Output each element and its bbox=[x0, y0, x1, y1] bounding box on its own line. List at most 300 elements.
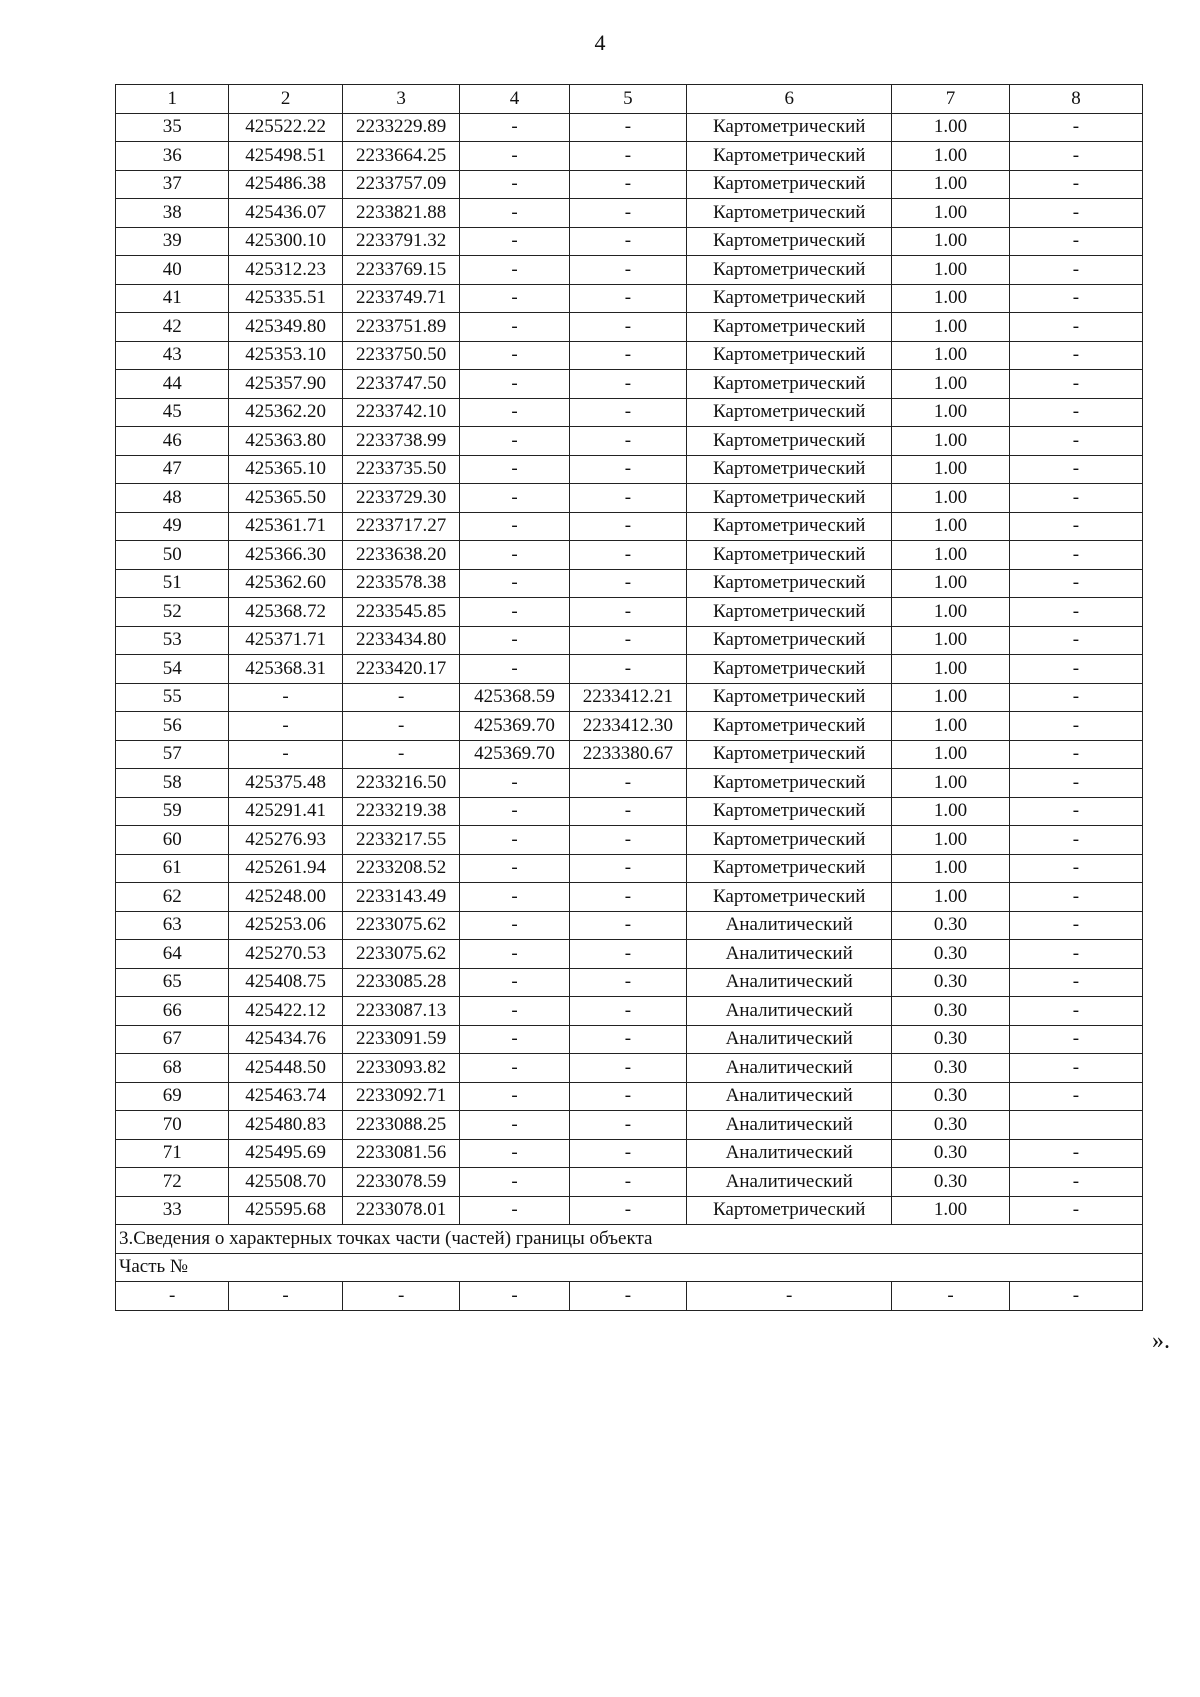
table-cell: - bbox=[460, 341, 569, 370]
table-cell: - bbox=[460, 655, 569, 684]
table-row bbox=[116, 911, 1143, 940]
table-cell: 2233078.59 bbox=[342, 1168, 460, 1197]
table-cell: 1 bbox=[116, 85, 229, 114]
table-row bbox=[116, 484, 1143, 513]
table-cell: 425365.10 bbox=[229, 455, 342, 484]
table-cell: 425357.90 bbox=[229, 370, 342, 399]
table-cell: Аналитический bbox=[687, 911, 892, 940]
table-cell: 59 bbox=[116, 797, 229, 826]
table-cell: 425253.06 bbox=[229, 911, 342, 940]
table-cell: 2233088.25 bbox=[342, 1111, 460, 1140]
table-cell: Картометрический bbox=[687, 370, 892, 399]
table-row bbox=[116, 1196, 1143, 1225]
table-cell: - bbox=[116, 1282, 229, 1311]
table-cell: 425300.10 bbox=[229, 227, 342, 256]
table-cell: 72 bbox=[116, 1168, 229, 1197]
table-cell: 2233091.59 bbox=[342, 1025, 460, 1054]
table-cell: 1.00 bbox=[892, 740, 1010, 769]
table-cell: 425368.31 bbox=[229, 655, 342, 684]
section-3-title-text: 3.Сведения о характерных точках части (частей) границы объекта bbox=[116, 1225, 1143, 1254]
table-cell: 1.00 bbox=[892, 455, 1010, 484]
table-cell: Аналитический bbox=[687, 997, 892, 1026]
table-row bbox=[116, 313, 1143, 342]
table-cell: - bbox=[342, 683, 460, 712]
table-cell: 0.30 bbox=[892, 1054, 1010, 1083]
table-row bbox=[116, 683, 1143, 712]
table-cell: Картометрический bbox=[687, 826, 892, 855]
table-cell: 425366.30 bbox=[229, 541, 342, 570]
table-cell: 1.00 bbox=[892, 313, 1010, 342]
table-cell: - bbox=[569, 541, 687, 570]
table-cell: - bbox=[569, 1168, 687, 1197]
table-cell: - bbox=[460, 256, 569, 285]
table-cell: - bbox=[569, 1282, 687, 1311]
table-cell: - bbox=[569, 598, 687, 627]
table-cell: 2 bbox=[229, 85, 342, 114]
table-cell: Картометрический bbox=[687, 484, 892, 513]
table-cell: 0.30 bbox=[892, 1139, 1010, 1168]
table-cell: 51 bbox=[116, 569, 229, 598]
table-cell: - bbox=[569, 512, 687, 541]
table-cell: 0.30 bbox=[892, 1168, 1010, 1197]
table-cell: 67 bbox=[116, 1025, 229, 1054]
table-cell: - bbox=[229, 740, 342, 769]
table-cell: 62 bbox=[116, 883, 229, 912]
table-cell: - bbox=[1009, 826, 1142, 855]
table-cell: 2233143.49 bbox=[342, 883, 460, 912]
table-cell: 425522.22 bbox=[229, 113, 342, 142]
table-cell: - bbox=[1009, 655, 1142, 684]
table-cell: Картометрический bbox=[687, 883, 892, 912]
table-cell: - bbox=[1009, 940, 1142, 969]
table-cell: - bbox=[460, 484, 569, 513]
table-cell: 71 bbox=[116, 1139, 229, 1168]
table-row bbox=[116, 712, 1143, 741]
table-cell: 1.00 bbox=[892, 655, 1010, 684]
table-cell: - bbox=[569, 1139, 687, 1168]
table-cell: 2233750.50 bbox=[342, 341, 460, 370]
table-cell: - bbox=[1009, 1139, 1142, 1168]
table-cell: 425436.07 bbox=[229, 199, 342, 228]
table-cell: 2233229.89 bbox=[342, 113, 460, 142]
table-row bbox=[116, 940, 1143, 969]
table-cell: 2233085.28 bbox=[342, 968, 460, 997]
table-cell: 4 bbox=[460, 85, 569, 114]
closing-quote: ». bbox=[1152, 1328, 1170, 1354]
table-cell: - bbox=[460, 940, 569, 969]
table-cell: Картометрический bbox=[687, 797, 892, 826]
table-cell: 44 bbox=[116, 370, 229, 399]
table-cell: 425335.51 bbox=[229, 284, 342, 313]
table-cell: 2233092.71 bbox=[342, 1082, 460, 1111]
table-cell: - bbox=[1009, 797, 1142, 826]
table-cell: 42 bbox=[116, 313, 229, 342]
table-cell: 3 bbox=[342, 85, 460, 114]
table-cell: 2233664.25 bbox=[342, 142, 460, 171]
table-cell: 5 bbox=[569, 85, 687, 114]
table-cell: - bbox=[1009, 997, 1142, 1026]
table-cell: - bbox=[569, 284, 687, 313]
table-cell: 2233217.55 bbox=[342, 826, 460, 855]
table-cell: 1.00 bbox=[892, 170, 1010, 199]
table-cell: - bbox=[569, 1025, 687, 1054]
table-cell: - bbox=[460, 1025, 569, 1054]
table-cell: 0.30 bbox=[892, 1111, 1010, 1140]
table-cell: 425312.23 bbox=[229, 256, 342, 285]
table-cell: 61 bbox=[116, 854, 229, 883]
table-cell: Картометрический bbox=[687, 170, 892, 199]
table-cell: Картометрический bbox=[687, 512, 892, 541]
table-cell: - bbox=[460, 569, 569, 598]
table-cell: - bbox=[1009, 1082, 1142, 1111]
table-cell: 2233717.27 bbox=[342, 512, 460, 541]
table-cell: 57 bbox=[116, 740, 229, 769]
table-cell: - bbox=[460, 427, 569, 456]
table-cell: 2233216.50 bbox=[342, 769, 460, 798]
part-number-label bbox=[116, 1253, 1143, 1282]
table-cell: - bbox=[460, 284, 569, 313]
table-cell: 43 bbox=[116, 341, 229, 370]
table-cell: 1.00 bbox=[892, 484, 1010, 513]
table-cell: 0.30 bbox=[892, 940, 1010, 969]
table-cell: - bbox=[1009, 769, 1142, 798]
table-cell: - bbox=[460, 313, 569, 342]
table-cell: 63 bbox=[116, 911, 229, 940]
table-cell: 425595.68 bbox=[229, 1196, 342, 1225]
table-cell: - bbox=[569, 569, 687, 598]
table-cell: 2233075.62 bbox=[342, 940, 460, 969]
table-cell: 425368.72 bbox=[229, 598, 342, 627]
table-row bbox=[116, 199, 1143, 228]
table-cell: - bbox=[460, 968, 569, 997]
table-cell: - bbox=[1009, 1168, 1142, 1197]
table-cell: - bbox=[460, 1196, 569, 1225]
table-cell: - bbox=[1009, 1196, 1142, 1225]
table-cell: 53 bbox=[116, 626, 229, 655]
table-cell: 2233791.32 bbox=[342, 227, 460, 256]
table-cell: 2233638.20 bbox=[342, 541, 460, 570]
table-cell: 0.30 bbox=[892, 1082, 1010, 1111]
table-cell: 425291.41 bbox=[229, 797, 342, 826]
table-cell: - bbox=[460, 854, 569, 883]
table-cell: - bbox=[569, 1054, 687, 1083]
table-cell: - bbox=[569, 1111, 687, 1140]
table-cell: 1.00 bbox=[892, 427, 1010, 456]
table-cell: - bbox=[1009, 484, 1142, 513]
table-row bbox=[116, 541, 1143, 570]
table-cell: 425270.53 bbox=[229, 940, 342, 969]
table-cell: 54 bbox=[116, 655, 229, 684]
table-cell: - bbox=[229, 712, 342, 741]
table-row bbox=[116, 256, 1143, 285]
table-cell: Картометрический bbox=[687, 598, 892, 627]
table-row bbox=[116, 1025, 1143, 1054]
table-row bbox=[116, 1168, 1143, 1197]
table-cell: Аналитический bbox=[687, 1025, 892, 1054]
table-cell: - bbox=[569, 826, 687, 855]
table-cell: 8 bbox=[1009, 85, 1142, 114]
table-cell: 45 bbox=[116, 398, 229, 427]
table-row bbox=[116, 455, 1143, 484]
table-row bbox=[116, 512, 1143, 541]
table-cell: 425375.48 bbox=[229, 769, 342, 798]
table-cell: - bbox=[460, 1168, 569, 1197]
table-cell: - bbox=[342, 740, 460, 769]
table-cell: 2233757.09 bbox=[342, 170, 460, 199]
table-cell: 1.00 bbox=[892, 854, 1010, 883]
table-cell: - bbox=[460, 883, 569, 912]
table-cell: - bbox=[569, 883, 687, 912]
table-cell: 0.30 bbox=[892, 997, 1010, 1026]
table-cell: 1.00 bbox=[892, 683, 1010, 712]
table-cell: - bbox=[1009, 455, 1142, 484]
table-row bbox=[116, 626, 1143, 655]
table-cell: 52 bbox=[116, 598, 229, 627]
table-cell: Аналитический bbox=[687, 940, 892, 969]
table-cell: 2233729.30 bbox=[342, 484, 460, 513]
table-cell: - bbox=[569, 997, 687, 1026]
table-cell: 1.00 bbox=[892, 142, 1010, 171]
table-cell: 425248.00 bbox=[229, 883, 342, 912]
table-cell: - bbox=[1009, 427, 1142, 456]
table-cell: Картометрический bbox=[687, 142, 892, 171]
table-cell: Картометрический bbox=[687, 398, 892, 427]
table-cell: 2233545.85 bbox=[342, 598, 460, 627]
table-cell: - bbox=[569, 142, 687, 171]
table-cell: 37 bbox=[116, 170, 229, 199]
table-cell: - bbox=[892, 1282, 1010, 1311]
table-cell: Картометрический bbox=[687, 427, 892, 456]
table-cell: - bbox=[460, 911, 569, 940]
table-cell: - bbox=[1009, 712, 1142, 741]
table-cell: - bbox=[460, 769, 569, 798]
table-row bbox=[116, 854, 1143, 883]
table-cell: 2233075.62 bbox=[342, 911, 460, 940]
table-cell: - bbox=[229, 1282, 342, 1311]
table-cell: 6 bbox=[687, 85, 892, 114]
table-cell: 2233412.30 bbox=[569, 712, 687, 741]
table-cell: 1.00 bbox=[892, 769, 1010, 798]
table-cell: Картометрический bbox=[687, 1196, 892, 1225]
table-cell: 2233769.15 bbox=[342, 256, 460, 285]
table-cell: 425349.80 bbox=[229, 313, 342, 342]
table-cell: - bbox=[1009, 313, 1142, 342]
table-cell: - bbox=[460, 1282, 569, 1311]
table-cell: 2233578.38 bbox=[342, 569, 460, 598]
table-cell: - bbox=[460, 997, 569, 1026]
table-cell: 1.00 bbox=[892, 284, 1010, 313]
table-cell: 48 bbox=[116, 484, 229, 513]
table-cell: Аналитический bbox=[687, 1111, 892, 1140]
table-cell: - bbox=[1009, 683, 1142, 712]
table-cell: 425422.12 bbox=[229, 997, 342, 1026]
table-cell: 1.00 bbox=[892, 883, 1010, 912]
table-cell: 2233420.17 bbox=[342, 655, 460, 684]
table-cell: 0.30 bbox=[892, 968, 1010, 997]
table-cell: 425486.38 bbox=[229, 170, 342, 199]
table-cell: 425361.71 bbox=[229, 512, 342, 541]
table-cell: 1.00 bbox=[892, 626, 1010, 655]
table-cell: 425368.59 bbox=[460, 683, 569, 712]
table-cell: Аналитический bbox=[687, 1054, 892, 1083]
table-cell: 2233093.82 bbox=[342, 1054, 460, 1083]
table-cell: - bbox=[460, 455, 569, 484]
table-cell: - bbox=[1009, 370, 1142, 399]
table-cell: 425463.74 bbox=[229, 1082, 342, 1111]
table-row bbox=[116, 1082, 1143, 1111]
table-cell: 425369.70 bbox=[460, 712, 569, 741]
table-cell: - bbox=[460, 170, 569, 199]
table-row bbox=[116, 113, 1143, 142]
table-cell: - bbox=[460, 113, 569, 142]
table-row bbox=[116, 142, 1143, 171]
table-cell: 33 bbox=[116, 1196, 229, 1225]
table-cell: 50 bbox=[116, 541, 229, 570]
table-cell: - bbox=[1009, 1025, 1142, 1054]
table-cell: 425508.70 bbox=[229, 1168, 342, 1197]
table-cell: 425448.50 bbox=[229, 1054, 342, 1083]
table-row bbox=[116, 598, 1143, 627]
table-cell: 2233434.80 bbox=[342, 626, 460, 655]
table-cell: 66 bbox=[116, 997, 229, 1026]
table-cell: - bbox=[569, 227, 687, 256]
table-cell: - bbox=[569, 769, 687, 798]
table-cell: - bbox=[460, 512, 569, 541]
part-number-label-text: Часть № bbox=[116, 1253, 1143, 1282]
table-cell: - bbox=[1009, 398, 1142, 427]
coordinates-table bbox=[115, 84, 1143, 1311]
section-3-title bbox=[116, 1225, 1143, 1254]
table-cell: 425276.93 bbox=[229, 826, 342, 855]
table-cell: 56 bbox=[116, 712, 229, 741]
table-cell: 1.00 bbox=[892, 797, 1010, 826]
table-cell: 425363.80 bbox=[229, 427, 342, 456]
table-row bbox=[116, 1282, 1143, 1311]
table-cell: 2233821.88 bbox=[342, 199, 460, 228]
table-cell: 55 bbox=[116, 683, 229, 712]
table-row bbox=[116, 1139, 1143, 1168]
table-cell: - bbox=[1009, 854, 1142, 883]
table-cell: - bbox=[569, 398, 687, 427]
table-cell: - bbox=[1009, 598, 1142, 627]
table-cell: 1.00 bbox=[892, 826, 1010, 855]
table-cell: - bbox=[569, 256, 687, 285]
table-row bbox=[116, 227, 1143, 256]
table-cell: 69 bbox=[116, 1082, 229, 1111]
table-row bbox=[116, 284, 1143, 313]
table-cell: 425408.75 bbox=[229, 968, 342, 997]
table-cell: - bbox=[1009, 113, 1142, 142]
table-cell: - bbox=[460, 370, 569, 399]
table-cell: - bbox=[342, 712, 460, 741]
table-cell: - bbox=[569, 341, 687, 370]
table-cell: 49 bbox=[116, 512, 229, 541]
table-row bbox=[116, 883, 1143, 912]
table-cell: 1.00 bbox=[892, 512, 1010, 541]
table-cell: Картометрический bbox=[687, 626, 892, 655]
table-cell: - bbox=[569, 427, 687, 456]
table-cell: - bbox=[1009, 740, 1142, 769]
table-cell: 425495.69 bbox=[229, 1139, 342, 1168]
table-cell: - bbox=[460, 826, 569, 855]
table-cell: - bbox=[569, 1196, 687, 1225]
table-cell: 425371.71 bbox=[229, 626, 342, 655]
table-cell: 425365.50 bbox=[229, 484, 342, 513]
table-cell: Картометрический bbox=[687, 284, 892, 313]
table-cell: 70 bbox=[116, 1111, 229, 1140]
table-cell bbox=[1009, 1111, 1142, 1140]
table-cell: - bbox=[569, 655, 687, 684]
table-cell: - bbox=[460, 1111, 569, 1140]
table-cell: Картометрический bbox=[687, 569, 892, 598]
table-cell: - bbox=[1009, 142, 1142, 171]
table-cell: 425480.83 bbox=[229, 1111, 342, 1140]
table-cell: - bbox=[460, 199, 569, 228]
table-cell: 1.00 bbox=[892, 541, 1010, 570]
table-cell: - bbox=[1009, 911, 1142, 940]
table-cell: Картометрический bbox=[687, 712, 892, 741]
table-cell: - bbox=[1009, 170, 1142, 199]
table-cell: - bbox=[460, 1139, 569, 1168]
table-cell: - bbox=[569, 911, 687, 940]
table-cell: Картометрический bbox=[687, 256, 892, 285]
table-cell: 1.00 bbox=[892, 199, 1010, 228]
table-cell: - bbox=[687, 1282, 892, 1311]
table-cell: 425434.76 bbox=[229, 1025, 342, 1054]
table-cell: 39 bbox=[116, 227, 229, 256]
table-cell: 1.00 bbox=[892, 598, 1010, 627]
table-row bbox=[116, 797, 1143, 826]
table-cell: - bbox=[229, 683, 342, 712]
table-row bbox=[116, 170, 1143, 199]
table-row bbox=[116, 341, 1143, 370]
table-cell: 2233078.01 bbox=[342, 1196, 460, 1225]
table-cell: - bbox=[342, 1282, 460, 1311]
table-cell: Аналитический bbox=[687, 1168, 892, 1197]
table-cell: 2233735.50 bbox=[342, 455, 460, 484]
table-cell: 60 bbox=[116, 826, 229, 855]
table-cell: - bbox=[460, 598, 569, 627]
table-cell: 2233208.52 bbox=[342, 854, 460, 883]
table-cell: 1.00 bbox=[892, 569, 1010, 598]
table-cell: Аналитический bbox=[687, 1139, 892, 1168]
table-cell: 7 bbox=[892, 85, 1010, 114]
table-row bbox=[116, 968, 1143, 997]
table-cell: - bbox=[569, 854, 687, 883]
table-cell: 425261.94 bbox=[229, 854, 342, 883]
table-cell: - bbox=[569, 968, 687, 997]
table-cell: Картометрический bbox=[687, 341, 892, 370]
table-cell: - bbox=[1009, 541, 1142, 570]
table-cell: - bbox=[1009, 512, 1142, 541]
table-header-row bbox=[116, 85, 1143, 114]
table-cell: Картометрический bbox=[687, 854, 892, 883]
table-cell: 2233219.38 bbox=[342, 797, 460, 826]
table-cell: Картометрический bbox=[687, 113, 892, 142]
table-cell: 2233749.71 bbox=[342, 284, 460, 313]
table-cell: - bbox=[1009, 883, 1142, 912]
table-row bbox=[116, 1054, 1143, 1083]
table-cell: 46 bbox=[116, 427, 229, 456]
table-cell: 2233380.67 bbox=[569, 740, 687, 769]
table-cell: 58 bbox=[116, 769, 229, 798]
table-row bbox=[116, 655, 1143, 684]
table-cell: 40 bbox=[116, 256, 229, 285]
table-cell: 1.00 bbox=[892, 256, 1010, 285]
table-cell: - bbox=[569, 797, 687, 826]
table-cell: - bbox=[1009, 227, 1142, 256]
table-cell: - bbox=[460, 1054, 569, 1083]
